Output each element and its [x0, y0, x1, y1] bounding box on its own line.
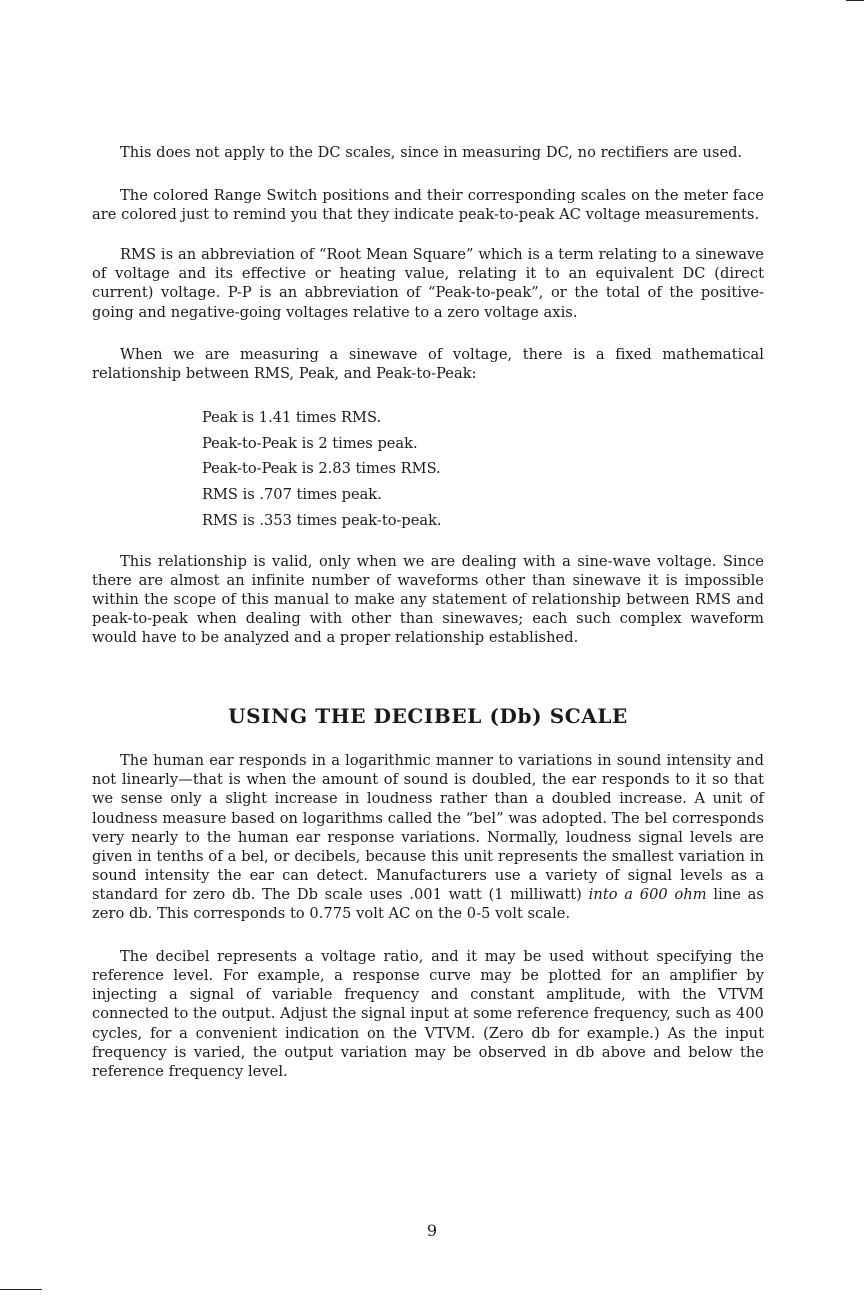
decibel-text-part-1: The human ear responds in a logarithmic manner to variations in sound intensity and not linearly—that is when the amount of sound is doubled, the ear responds to it so that we sense only a slight increase in loudness rather than a doubled increase. A unit of loudness measure based on logarithms called the “bel” was adopted. The bel corresponds very nearly to the human ear response variations. Normally, loudness signal levels are given in tenths of a bel, or decibels, because this unit represents the smallest variation in sound intensity the ear can detect. Manufacturers use a variety of signal levels as a standard for zero db. The Db scale uses .001 watt (1 milliwatt) — [92, 752, 764, 903]
paragraph-validity-note: This relationship is valid, only when we are dealing with a sine-wave voltage. Since there are almost an infinite number of waveforms other than sinewave it is impossible within the scope of this manual to make any statement of relationship between RMS and peak-to-peak when dealing with other than sinewaves; each such complex waveform would have to be analyzed and a proper relationship established. — [92, 552, 764, 647]
relationship-item: Peak-to-Peak is 2.83 times RMS. — [202, 460, 441, 478]
paragraph-sinewave-relationship: When we are measuring a sinewave of voltage, there is a fixed mathematical relationship between RMS, Peak, and Peak-to-Peak: — [92, 345, 764, 382]
paragraph-rms-definition: RMS is an abbreviation of “Root Mean Square” which is a term relating to a sinewave of voltage and its effective or heating value, relating it to an equivalent DC (direct current) voltage. P-P is an abbreviation of “Peak-to-peak”, or the total of the positive-going and negative-going voltages relative to a zero voltage axis. — [92, 246, 764, 321]
relationship-item: Peak-to-Peak is 2 times peak. — [202, 434, 418, 452]
paragraph-dc-scales: This does not apply to the DC scales, since in measuring DC, no rectifiers are used. — [120, 144, 743, 161]
paragraph-range-switch-colors: The colored Range Switch positions and their corresponding scales on the meter face are colored just to remind you that they indicate peak-to-peak AC voltage measurements. — [92, 187, 764, 224]
decibel-text-part-2: line as zero db. This corresponds to 0.775 volt AC on the 0-5 volt scale. — [92, 885, 764, 923]
section-heading-decibel-scale: USING THE DECIBEL (Db) SCALE — [228, 704, 628, 729]
decibel-text-italic: into a 600 ohm — [588, 885, 707, 903]
relationship-list — [202, 405, 764, 534]
scan-edge-mark-bottom-left — [0, 1289, 42, 1290]
paragraph-voltage-ratio: The decibel represents a voltage ratio, and it may be used without specifying the reference level. For example, a response curve may be plotted for an amplifier by injecting a signal of variable frequency and constant amplitude, with the VTVM connected to the output. Adjust the signal input at some reference frequency, such as 400 cycles, for a convenient indication on the VTVM. (Zero db for example.) As the input frequency is varied, the output variation may be observed in db above and below the reference frequency level. — [92, 948, 764, 1080]
relationship-item: RMS is .707 times peak. — [202, 486, 382, 504]
paragraph-human-ear-decibel — [92, 751, 764, 923]
scan-edge-mark-top-right — [846, 0, 864, 1]
relationship-item: Peak is 1.41 times RMS. — [202, 408, 382, 426]
page-number: 9 — [426, 1221, 438, 1240]
relationship-item: RMS is .353 times peak-to-peak. — [202, 512, 442, 530]
manual-page-body — [92, 143, 764, 1081]
